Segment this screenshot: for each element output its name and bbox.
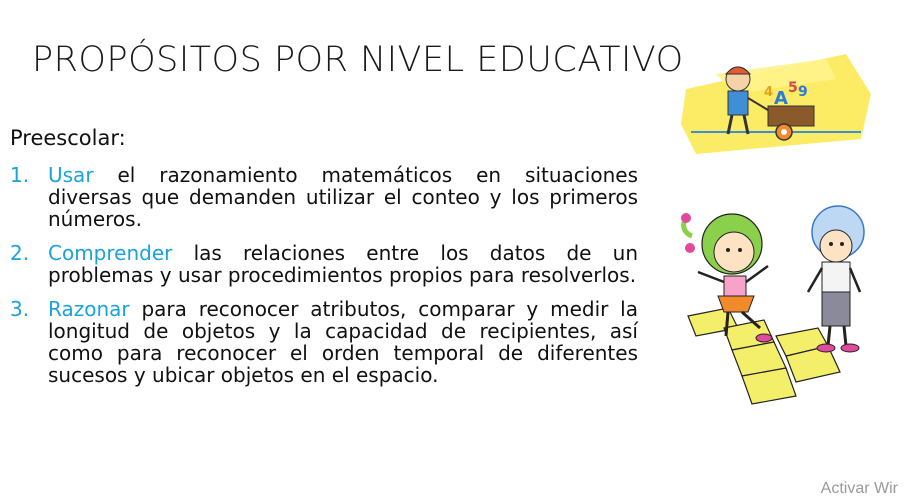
svg-text:4: 4 [764, 85, 774, 100]
item-number: 1. [10, 163, 30, 187]
svg-text:5: 5 [788, 80, 798, 96]
item-body: el razonamiento matemáticos en situaciones diversas que demanden utilizar el conteo y los primeros números. [48, 163, 638, 231]
item-number: 3. [10, 297, 30, 321]
list-item [10, 242, 638, 286]
list-item [10, 298, 638, 386]
hopscotch-kids-illustration [668, 196, 908, 406]
item-body: las relaciones entre los datos de un problemas y usar procedimientos propios para resolverlos. [48, 241, 638, 287]
item-number: 2. [10, 241, 30, 265]
purposes-list [10, 164, 638, 398]
level-subtitle: Preescolar: [10, 126, 126, 150]
activation-watermark: Activar Wir [820, 480, 898, 497]
item-text [48, 242, 638, 286]
item-keyword: Usar [48, 163, 94, 187]
item-text [48, 164, 638, 230]
svg-text:9: 9 [798, 84, 808, 100]
item-text [48, 298, 638, 386]
item-keyword: Comprender [48, 241, 173, 265]
list-item [10, 164, 638, 230]
svg-text:A: A [774, 88, 788, 109]
item-body: para reconocer atributos, comparar y medir la longitud de objetos y la capacidad de recipientes, así como para reconocer el orden temporal de diferentes sucesos y ubicar objetos en el espacio. [48, 297, 638, 387]
child-cart-illustration [676, 34, 876, 164]
slide-title: PROPÓSITOS POR NIVEL EDUCATIVO [32, 40, 684, 80]
item-keyword: Razonar [48, 297, 130, 321]
